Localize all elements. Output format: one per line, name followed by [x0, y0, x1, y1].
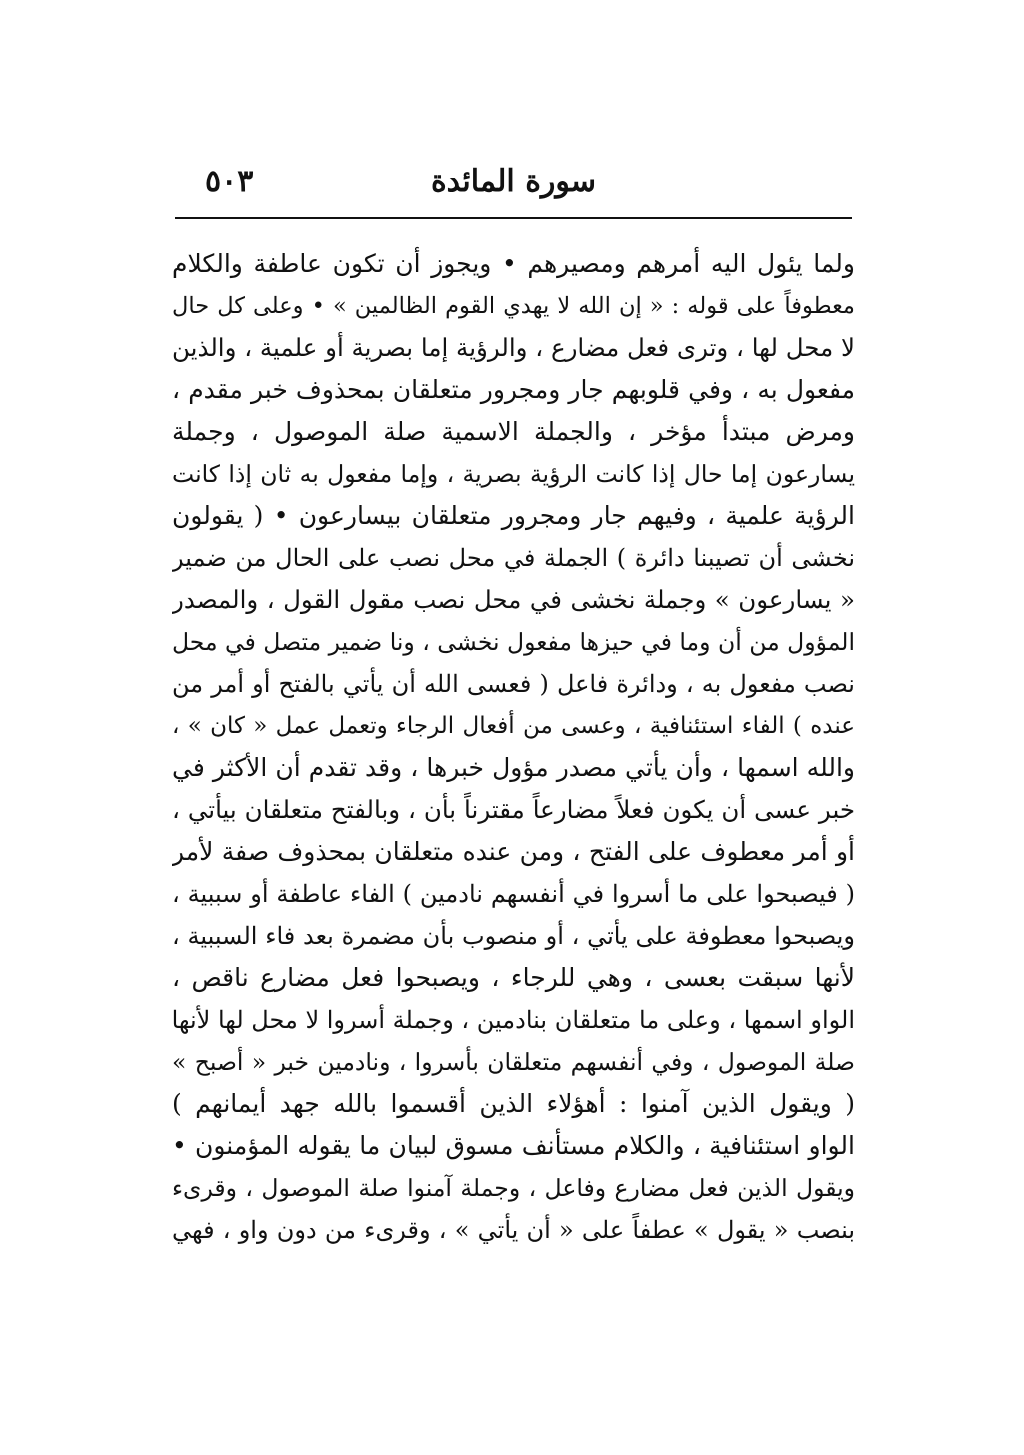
- text-line: لا محل لها ، وترى فعل مضارع ، والرؤية إما بصرية أو علمية ، والذين: [172, 333, 855, 362]
- text-line: الواو استئنافية ، والكلام مستأنف مسوق لبيان ما يقوله المؤمنون •: [172, 1131, 855, 1160]
- text-line: والله اسمها ، وأن يأتي مصدر مؤول خبرها ، وقد تقدم أن الأكثر في: [172, 753, 855, 782]
- text-line: ويقول الذين فعل مضارع وفاعل ، وجملة آمنوا صلة الموصول ، وقرىء: [172, 1174, 855, 1202]
- text-line: نصب مفعول به ، ودائرة فاعل ( فعسى الله أن يأتي بالفتح أو أمر من: [172, 670, 855, 698]
- text-line: ويصبحوا معطوفة على يأتي ، أو منصوب بأن مضمرة بعد فاء السببية ،: [172, 922, 855, 950]
- text-line: ومرض مبتدأ مؤخر ، والجملة الاسمية صلة الموصول ، وجملة: [172, 417, 855, 446]
- text-line: المؤول من أن وما في حيزها مفعول نخشى ، ونا ضمير متصل في محل: [172, 628, 855, 656]
- text-line: الرؤية علمية ، وفيهم جار ومجرور متعلقان بيسارعون • ( يقولون: [172, 501, 855, 530]
- text-line: أو أمر معطوف على الفتح ، ومن عنده متعلقان بمحذوف صفة لأمر: [172, 837, 855, 866]
- text-line: خبر عسى أن يكون فعلاً مضارعاً مقترناً بأن ، وبالفتح متعلقان بيأتي ،: [172, 795, 855, 824]
- text-line: معطوفاً على قوله : « إن الله لا يهدي القوم الظالمين » • وعلى كل حال: [172, 293, 855, 319]
- text-line: ولما يئول اليه أمرهم ومصيرهم • ويجوز أن تكون عاطفة والكلام: [172, 249, 855, 278]
- text-line: لأنها سبقت بعسى ، وهي للرجاء ، ويصبحوا فعل مضارع ناقص ،: [172, 963, 855, 992]
- body-text: [172, 243, 855, 1251]
- page-number: ٥٠٣: [205, 164, 254, 199]
- text-line: بنصب « يقول » عطفاً على « أن يأتي » ، وقرىء من دون واو ، فهي: [172, 1216, 855, 1244]
- page-header: [175, 160, 852, 210]
- text-line: صلة الموصول ، وفي أنفسهم متعلقان بأسروا ، ونادمين خبر « أصبح »: [172, 1048, 855, 1076]
- text-line: يسارعون إما حال إذا كانت الرؤية بصرية ، وإما مفعول به ثان إذا كانت: [172, 460, 855, 488]
- text-line: ( ويقول الذين آمنوا : أهؤلاء الذين أقسموا بالله جهد أيمانهم ): [172, 1089, 855, 1118]
- text-line: عنده ) الفاء استئنافية ، وعسى من أفعال الرجاء وتعمل عمل « كان » ،: [172, 713, 855, 739]
- text-line: نخشى أن تصيبنا دائرة ) الجملة في محل نصب على الحال من ضمير: [172, 544, 855, 572]
- header-divider: [175, 217, 852, 219]
- surah-title: سورة المائدة: [430, 164, 597, 199]
- text-line: مفعول به ، وفي قلوبهم جار ومجرور متعلقان بمحذوف خبر مقدم ،: [172, 375, 855, 404]
- text-line: الواو اسمها ، وعلى ما متعلقان بنادمين ، وجملة أسروا لا محل لها لأنها: [172, 1006, 855, 1034]
- text-line: ( فيصبحوا على ما أسروا في أنفسهم نادمين ) الفاء عاطفة أو سببية ،: [172, 880, 855, 908]
- text-line: « يسارعون » وجملة نخشى في محل نصب مقول القول ، والمصدر: [172, 585, 855, 614]
